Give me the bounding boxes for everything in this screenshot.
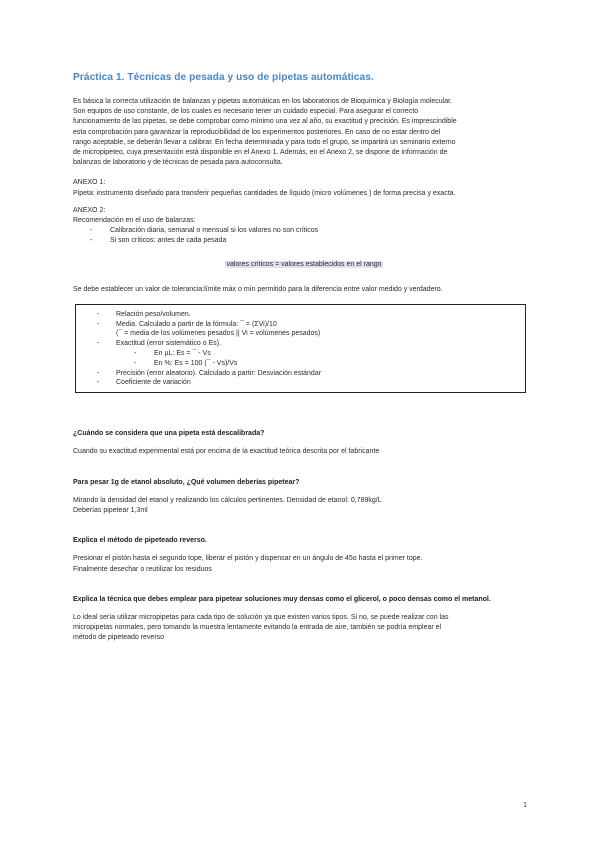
question-heading: Para pesar 1g de etanol absoluto, ¿Qué volumen deberías pipetear?: [73, 478, 300, 486]
box-item: - Media. Calculado a partir de la fórmula: ¯ = (ΣVi)/10: [76, 320, 525, 330]
answer-paragraph: [73, 554, 535, 574]
highlighted-note: valores críticos = valores establecidos en el rango: [226, 260, 382, 268]
answer-paragraph: [73, 447, 535, 457]
qa-section: [73, 429, 535, 643]
intro-line: de micropipeteo, cuya presentación está disponible en el Anexo 1. Además, en el Anexo 2, se dispone de información de: [73, 149, 448, 157]
answer-line: Deberías pipetear 1,3ml: [73, 507, 148, 515]
box-subitem: - En µL: Es = ¯ - Vs: [76, 349, 525, 359]
answer-line: Mirando la densidad del etanol y realizando los cálculos pertinentes. Densidad de etanol: 0,789kg/L: [73, 496, 382, 504]
intro-line: balanzas de laboratorio y de técnicas de pesada para autoconsulta.: [73, 159, 283, 167]
list-item: - Calibración diaria, semanal o mensual si los valores no son críticos: [73, 226, 535, 236]
annex-2-heading: ANEXO 2:: [73, 206, 106, 214]
box-item: - Precisión (error aleatorio). Calculado a partir: Desviación estándar: [76, 369, 525, 379]
list-item: - Si son críticos: antes de cada pesada: [73, 236, 535, 246]
intro-line: Es básica la correcta utilización de balanzas y pipetas automáticas en los laboratorios de Bioquímica y Biología molecular.: [73, 98, 452, 105]
answer-line: Cuando su exactitud experimental está por encima de la exactitud teórica descrita por el fabricante: [73, 448, 380, 456]
annex-1: [73, 178, 535, 198]
answer-paragraph: [73, 496, 535, 516]
formula-box: [75, 304, 526, 393]
annex-2-subheading: Recomendación en el uso de balanzas:: [73, 217, 196, 225]
annex-1-text: Pipeta: instrumento diseñado para transferir pequeñas cantidades de líquido (micro volúmenes ) de forma precisa y exacta.: [73, 189, 456, 197]
page-number: 1: [523, 802, 527, 809]
answer-line: micropipetas normales, pero tomando la muestra lentamente evitando la entrada de aire, también se podría emplear el: [73, 624, 442, 632]
answer-line: Finalmente desechar o reutilizar los residuos: [73, 565, 212, 573]
intro-line: funcionamiento de las pipetas, se debe comprobar como mínimo una vez al año, su exactitud y precisión. Es imprescindible: [73, 118, 457, 126]
intro-paragraph: [73, 97, 535, 168]
box-item: - Coeficiente de variación: [76, 378, 525, 388]
answer-line: Presionar el pistón hasta el segundo tope, liberar el pistón y dispensar en un ángulo de 45o hasta el primer tope.: [73, 555, 423, 563]
annex-1-heading: ANEXO 1:: [73, 179, 106, 187]
intro-line: esta comprobación para garantizar la reproducibilidad de los experimentos posteriores. En caso de no estar dentro del: [73, 128, 441, 136]
question-heading: Explica el método de pipeteado reverso.: [73, 537, 207, 545]
answer-paragraph: [73, 613, 535, 644]
box-item: - Relación peso/volumen.: [76, 310, 525, 320]
question-heading: Explica la técnica que debes emplear para pipetear soluciones muy densas como el glicerol, o poco densas como el metanol.: [73, 595, 491, 603]
question-heading: ¿Cuándo se considera que una pipeta está descalibrada?: [73, 430, 265, 438]
annex-2: [73, 206, 535, 271]
box-item-note: (¯ = media de los volúmenes pesados || Vi = volúmenes pesados): [116, 330, 321, 338]
intro-line: Son equipos de uso constante, de los cuales es necesario tener un cuidado especial. Para asegurar el correcto: [73, 108, 419, 116]
page-title: Práctica 1. Técnicas de pesada y uso de pipetas automáticas.: [73, 72, 374, 83]
balance-recommendations-list: [73, 226, 535, 246]
tolerance-paragraph: Se debe establecer un valor de tolerancia:límite máx o mín permitido para la diferencia entre valor medido y verdadero.: [73, 285, 443, 293]
answer-line: Lo ideal sería utilizar micropipetas para cada tipo de solución ya que existen varios tipos. Si no, se puede realizar con las: [73, 614, 449, 622]
intro-line: rango aceptable, se deberán llevar a calibrar. En fecha determinada y para todo el grupo, se impartirá un seminario externo: [73, 138, 456, 146]
box-subitem: - En %: Es = 100 (¯ - Vs)/Vs: [76, 359, 525, 369]
box-item: - Exactitud (error sistemático o Es).: [76, 339, 525, 349]
page-content: [73, 72, 535, 664]
answer-line: método de pipeteado reverso: [73, 634, 165, 642]
